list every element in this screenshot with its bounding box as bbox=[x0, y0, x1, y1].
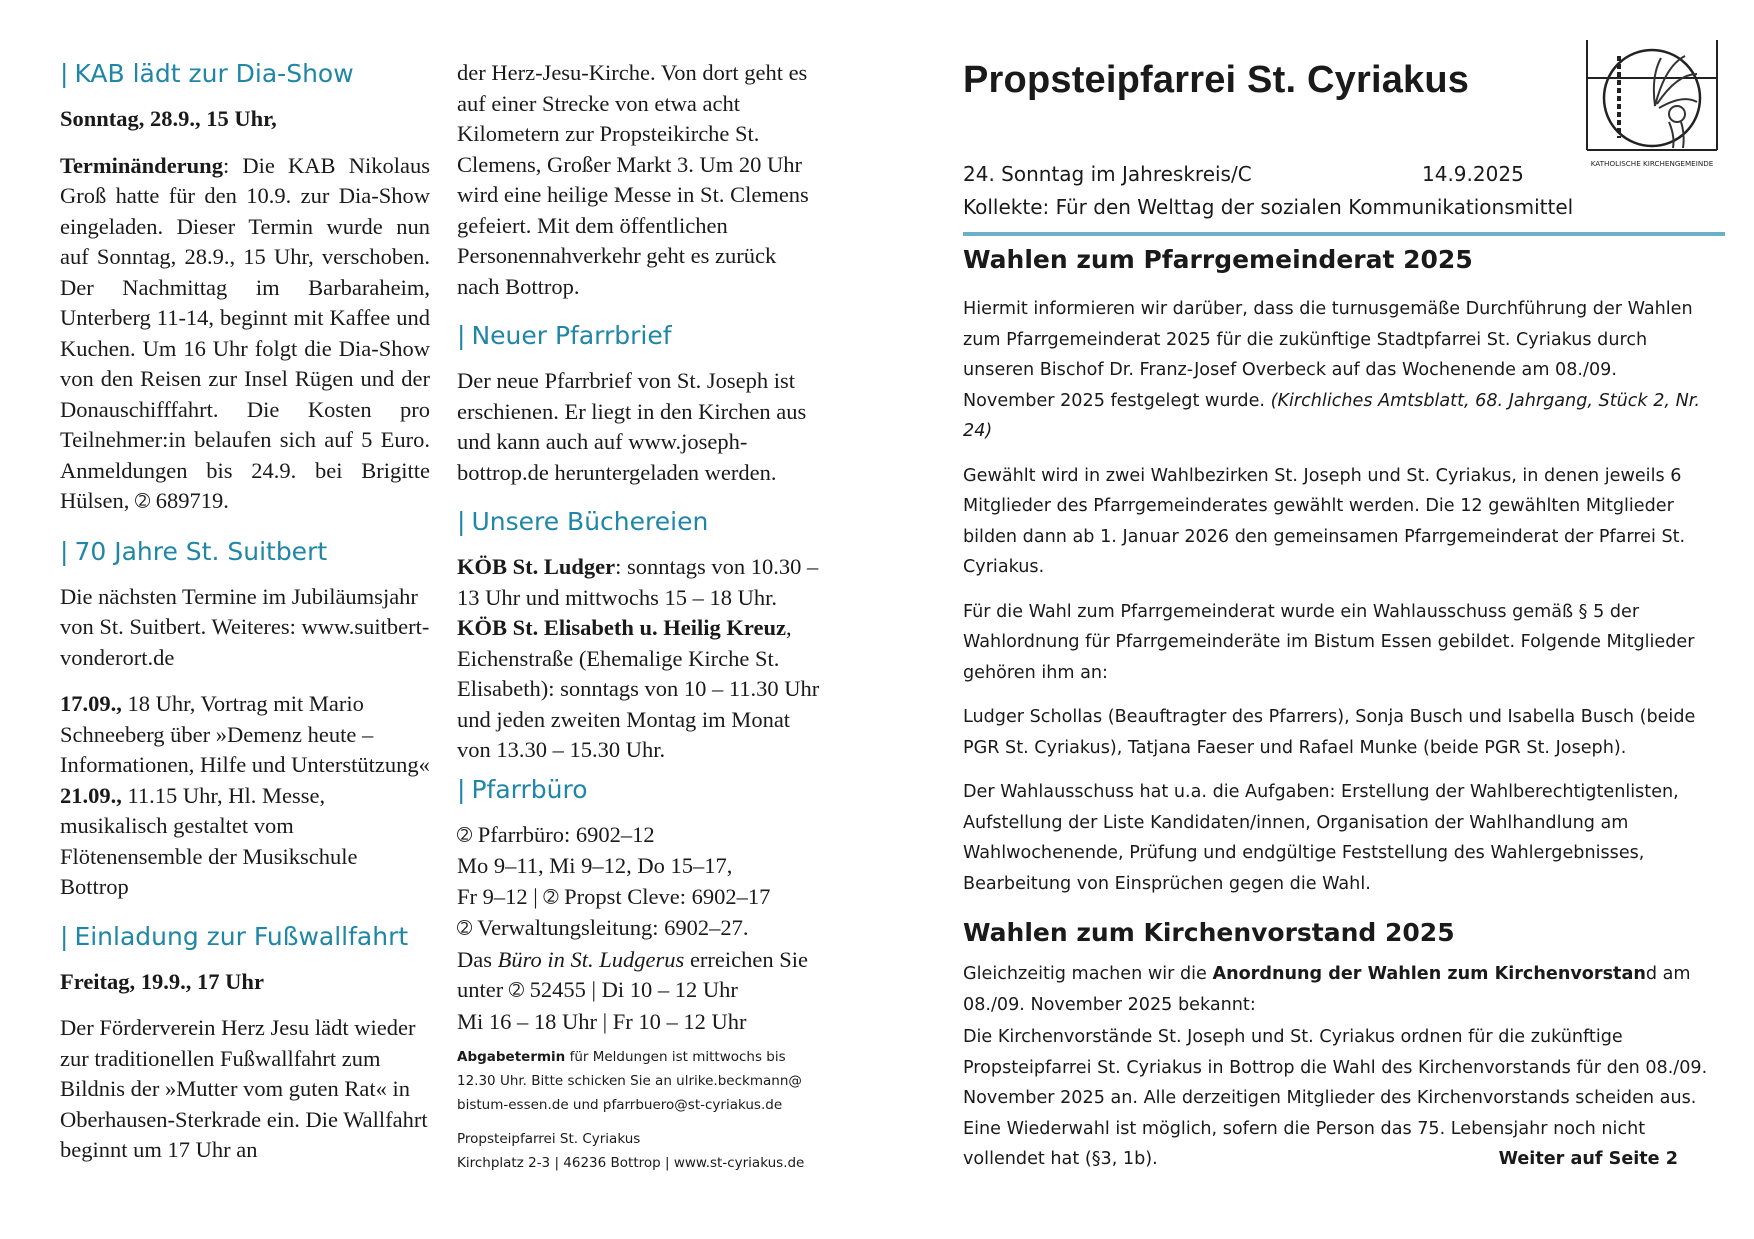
page-title: Propsteipfarrei St. Cyriakus bbox=[963, 59, 1470, 101]
header-date: 14.9.2025 bbox=[1422, 162, 1524, 186]
column-left bbox=[60, 58, 430, 1166]
sunday-label: 24. Sonntag im Jahreskreis/C bbox=[963, 162, 1252, 186]
continue-note: Weiter auf Seite 2 bbox=[1498, 1149, 1678, 1169]
suitbert-intro: Die nächsten Termine im Jubiläumsjahr von St. Suitbert. Weiteres: www.suitbert-vonderort.de bbox=[60, 583, 430, 670]
address-block: Propsteipfarrei St. Cyriakus Kirchplatz 2-3 | 46236 Bottrop | www.st-cyriakus.de bbox=[457, 1131, 805, 1171]
wallfahrt-continued: der Herz-Jesu-Kirche. Von dort geht es auf einer Strecke von etwa acht Kilometern zur Propsteikirche St. Clemens, Großer Markt 3. Um 20 Uhr wird eine heilige Messe in St. Clemens gefeiert. Mit dem öffentlichen Personennahverkehr geht es zurück nach Bottrop. bbox=[457, 60, 809, 299]
pgr-paragraph-4: Ludger Schollas (Beauftragter des Pfarrers), Sonja Busch und Isabella Busch (beide PGR St. Cyriakus), Tatjana Faeser und Rafael Munke (beide PGR St. Joseph). bbox=[963, 707, 1696, 758]
pfarrbuero-heading: | Pfarrbüro bbox=[457, 774, 588, 804]
header-meta bbox=[963, 158, 1728, 224]
wallfahrt-heading: | Einladung zur Fußwallfahrt bbox=[60, 921, 409, 951]
pgr-paragraph-1: Hiermit informieren wir darüber, dass die turnusgemäße Durchführung der Wahlen zum Pfarrgemeinderat 2025 für die zukünftige Stadtpfarrei St. Cyriakus durch unseren Bischof Dr. Franz-Josef Overbeck auf das Wochenende am 08./09. November 2025 festgelegt wurde. (Kirchliches Amtsblatt, 68. Jahrgang, Stück 2, Nr. 24) bbox=[963, 299, 1700, 441]
kab-text: Terminänderung: Die KAB Nikolaus Groß hatte für den 10.9. zur Dia-Show eingeladen. Dieser Termin wurde nun auf Sonntag, 28.9., 15 Uhr, verschoben. Der Nachmittag im Barbaraheim, Unterberg 11-14, beginnt mit Kaffee und Kuchen. Um 16 Uhr folgt die Dia-Show von den Reisen zur Insel Rügen und der Donauschifffahrt. Die Kosten pro Teilnehmer:in belaufen sich auf 5 Euro. Anmeldungen bis 24.9. bei Brigitte Hülsen, ➁ 689719. bbox=[60, 151, 430, 518]
kv-paragraph-2: Die Kirchenvorstände St. Joseph und St. Cyriakus ordnen für die zukünftige Propsteipfarrei St. Cyriakus in Bottrop die Wahl des Kirchenvorstands für den 08./09. November 2025 an. Alle derzeitigen Mitglieder des Kirchenvorstands scheiden aus. Eine Wiederwahl ist möglich, sofern die Person das 75. Lebensjahr noch nicht vollendet hat (§3, 1b). Weiter auf Seite 2 bbox=[963, 1022, 1708, 1175]
abgabe-note: Abgabetermin für Meldungen ist mittwochs bis 12.30 Uhr. Bitte schicken Sie an ulrike.beckmann@ bistum-essen.de und pfarrbuero@st-cyriakus.de bbox=[457, 1049, 802, 1113]
column-middle bbox=[457, 58, 823, 1175]
kab-heading: | KAB lädt zur Dia-Show bbox=[60, 59, 354, 88]
phone-icon: ➁ bbox=[457, 918, 473, 938]
koeb-elisabeth: KÖB St. Elisabeth u. Heilig Kreuz, Eichenstraße (Ehemalige Kirche St. Elisabeth): sonntags von 10 – 11.30 Uhr und jeden zweiten Montag im Monat von 13.30 – 15.30 Uhr. bbox=[457, 615, 820, 762]
wallfahrt-date: Freitag, 19.9., 17 Uhr bbox=[60, 968, 264, 994]
suitbert-event-2: 21.09., 11.15 Uhr, Hl. Messe, musikalisch gestaltet vom Flötenensemble der Musikschule Bottrop bbox=[60, 782, 358, 899]
kv-heading: Wahlen zum Kirchenvorstand 2025 bbox=[963, 918, 1455, 947]
pfarrbrief-heading: | Neuer Pfarrbrief bbox=[457, 321, 672, 350]
kv-paragraph-1: Gleichzeitig machen wir die Anordnung der Wahlen zum Kirchenvorstand am 08./09. November 2025 bekannt: bbox=[963, 964, 1691, 1015]
column-right bbox=[963, 58, 1728, 224]
phone-icon: ➁ bbox=[457, 824, 473, 845]
pgr-heading: Wahlen zum Pfarrgemeinderat 2025 bbox=[963, 245, 1473, 274]
kollekte: Kollekte: Für den Welttag der sozialen Kommunikationsmittel bbox=[963, 195, 1574, 219]
logo-caption: KATHOLISCHE KIRCHENGEMEINDE bbox=[1590, 159, 1714, 168]
buechereien-heading: | Unsere Büchereien bbox=[457, 507, 709, 536]
pgr-paragraph-2: Gewählt wird in zwei Wahlbezirken St. Joseph und St. Cyriakus, in denen jeweils 6 Mitglieder des Pfarrgemeinderates gewählt werden. Die 12 gewählten Mitglieder bilden dann ab 1. Januar 2026 den gemeinsamen Pfarrgemeinderat der Pfarrei St. Cyriakus. bbox=[963, 465, 1686, 577]
suitbert-event-1: 17.09., 18 Uhr, Vortrag mit Mario Schneeberg über »Demenz heute – Informationen, Hilfe und Unterstützung« bbox=[60, 691, 430, 777]
koeb-ludger: KÖB St. Ludger: sonntags von 10.30 – 13 Uhr und mittwochs 15 – 18 Uhr. bbox=[457, 554, 819, 610]
pgr-paragraph-3: Für die Wahl zum Pfarrgemeinderat wurde ein Wahlausschuss gemäß § 5 der Wahlordnung für Pfarrgemeinderäte im Bistum Essen gebildet. Folgende Mitglieder gehören ihm an: bbox=[963, 601, 1695, 683]
pfarrbrief-text: Der neue Pfarrbrief von St. Joseph ist erschienen. Er liegt in den Kirchen aus und kann auch auf www.joseph-bottrop.de heruntergeladen werden. bbox=[457, 368, 807, 485]
elections-section bbox=[963, 244, 1708, 1175]
phone-icon: ➁ bbox=[508, 980, 524, 1000]
pgr-paragraph-5: Der Wahlausschuss hat u.a. die Aufgaben: Erstellung der Wahlberechtigtenlisten, Aufstellung der Liste Kandidaten/innen, Organisation der Wahlhandlung am Wahlwochenende, Prüfung und endgültige Feststellung des Wahlergebnisses, Bearbeitung von Einsprüchen gegen die Wahl. bbox=[963, 782, 1679, 894]
phone-icon: ➁ bbox=[543, 886, 559, 907]
pfarrbuero-block: ➁ Pfarrbüro: 6902–12 Mo 9–11, Mi 9–12, Do 15–17, Fr 9–12 | ➁ Propst Cleve: 6902–17 ➁ Verwaltungsleitung: 6902–27. Das Büro in St. Ludgerus erreichen Sie unter ➁ 52455 | Di 10 – 12 Uhr Mi 16 – 18 Uhr | Fr 10 – 12 Uhr bbox=[457, 821, 808, 1034]
header-divider bbox=[963, 232, 1725, 236]
phone-icon: ➁ bbox=[135, 491, 151, 511]
wallfahrt-text: Der Förderverein Herz Jesu lädt wieder zur traditionellen Fußwallfahrt zum Bildnis der »Mutter vom guten Rat« in Oberhausen-Sterkrade ein. Die Wallfahrt beginnt um 17 Uhr an bbox=[60, 1015, 428, 1162]
kab-date: Sonntag, 28.9., 15 Uhr, bbox=[60, 106, 277, 131]
suitbert-heading: | 70 Jahre St. Suitbert bbox=[60, 536, 328, 566]
